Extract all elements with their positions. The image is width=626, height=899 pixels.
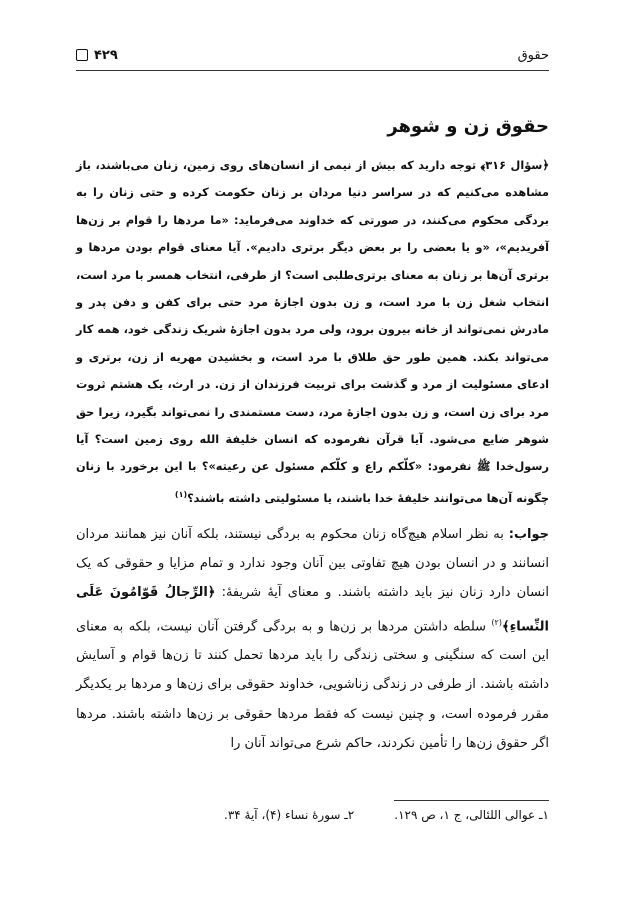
page-number-block	[76, 48, 118, 63]
square-icon	[76, 49, 88, 61]
footnote-2: ۲ـ سورهٔ نساء (۴)، آیهٔ ۳۴.	[224, 808, 355, 822]
quran-quote: ﴿الرِّجالُ قَوّامُونَ عَلَى النِّساءِ﴾	[76, 585, 549, 634]
answer-paragraph	[76, 520, 549, 758]
page-number: ۴۲۹	[94, 47, 118, 63]
footnote-divider	[394, 800, 549, 801]
running-title: حقوق	[517, 47, 549, 63]
footnote-marker-1: (۱)	[174, 489, 188, 499]
answer-text-2: سلطه داشتن مردها بر زن‌ها و به بردگی گرفتن آنان نیست، بلکه به معنای این است که سنگینی و سختی زندگی را باید مردها تحمل کنند تا زن‌ها قوام و آسایش داشته باشند. از طرفی در زندگی زناشویی، خداوند حقوقی برای زن‌ها و مردها بر یکدیگر مقرر فرموده است، و چنین نیست که فقط مردها حقوقی بر زن‌ها داشته باشند. مردها اگر حقوق زن‌ها را تأمین نکردند، حاکم شرع می‌تواند آنان را	[76, 618, 549, 751]
footnote-1: ۱ـ عوالی اللئالی، ج ۱، ص ۱۲۹.	[394, 808, 549, 822]
question-paragraph	[76, 152, 549, 512]
footnotes	[160, 808, 549, 822]
section-title: حقوق زن و شوهر	[387, 116, 549, 137]
answer-text-1: به نظر اسلام هیچ‌گاه زنان محکوم به بردگی نیستند، بلکه آنان نیز همانند مردان انسانند و در انسان بودن هیچ تفاوتی بین آنان وجود ندارد و تمام مزایا و حقوقی که یک انسان دارد زنان نیز باید داشته باشند. و معنای آیهٔ شریفهٔ:	[76, 527, 549, 601]
answer-label: جواب:	[508, 527, 549, 542]
footnote-marker-2: (۲)	[491, 617, 502, 627]
page-header	[76, 40, 549, 71]
question-text: ﴿سؤال ۳۱۶﴾ توجه دارید که بیش از نیمی از انسان‌های روی زمین، زنان می‌باشند، باز مشاهده می‌کنیم که در سراسر دنیا مردان بر زنان حکومت کرده و حتی زنان را به بردگی محکوم می‌کنند، در صورتی که خداوند می‌فرماید: «ما مردها را قوام بر زن‌ها آفریدیم»، «و یا بعضی را بر بعض دیگر برتری دادیم». آیا معنای قوام بودن مردها و برتری آن‌ها بر زنان به معنای برتری‌طلبی است؟ از طرفی، انتخاب همسر با مرد است، انتخاب شغل زن با مرد است، و زن بدون اجازهٔ مرد حتی برای کفن و دفن پدر و مادرش نمی‌تواند از خانه بیرون برود، ولی مرد بدون اجازهٔ شریک زندگی خود، همه کار می‌تواند بکند. همین طور حق طلاق با مرد است، و بخشیدن مهریه از زن، برتری و ادعای مسئولیت از مرد و گذشت برای تربیت فرزندان از زن. در ارث، یک هشتم ثروت مرد برای زن است، و زن بدون اجازهٔ مرد، دست مستمندی را نمی‌تواند بگیرد، زیرا حق شوهر ضایع می‌شود. آیا قرآن نفرموده که انسان خلیفة الله روی زمین است؟ آیا رسول‌خدا ﷺ نفرمود: «کلّکم راع و کلّکم مسئول عن رعیته»؟ با این برخورد با زنان چگونه آن‌ها می‌توانند خلیفهٔ خدا باشند، یا مسئولیتی داشته باشند؟	[76, 159, 549, 505]
